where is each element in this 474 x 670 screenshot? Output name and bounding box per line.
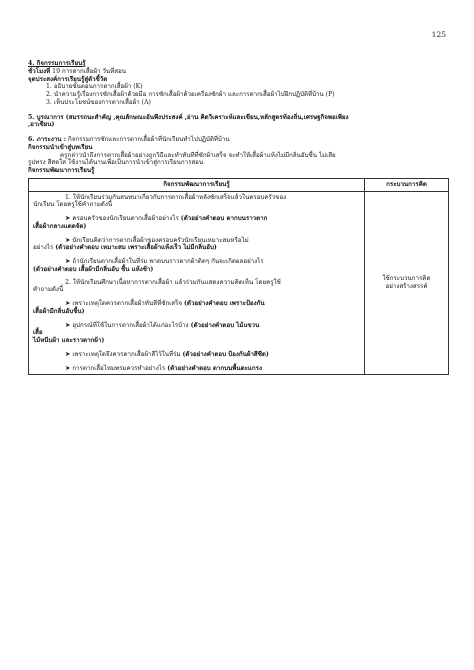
question-answer: (ตัวอย่างคำตอบ เสื้อผ้ามีกลิ่นอับ ชื้น แห้งช้า) [33, 265, 154, 273]
intro-heading: กิจกรรมนำเข้าสู่บทเรียน [28, 143, 93, 151]
activity-heading: 4. กิจกรรมการเรียนรู้ [28, 60, 86, 67]
question-item: ➤ นักเรียนคิดว่าการตากเสื้อผ้าของครอบครัวนักเรียนเหมาะสมหรือไม่ [65, 235, 249, 244]
activity-column-header: กิจกรรมพัฒนาการเรียนรู้ [29, 178, 365, 191]
question-item: ➤ ครอบครัวของนักเรียนตากเสื้อผ้าอย่างไร (ตัวอย่างคำตอบ ตากบนราวตาก [65, 214, 268, 222]
arrow-bullet-icon: ➤ [65, 363, 71, 372]
page-number: 125 [431, 30, 446, 39]
thinking-process-text: ใช้กระบวนการคิด [382, 275, 431, 283]
intro-paragraph: รูปทรง สีสดใส ใช้งานได้นานเพื่อเป็นการนำเข้าสู่การเรียนการสอน [28, 159, 204, 167]
thinking-column-header: กระบวนการคิด [365, 178, 449, 191]
time-label: ชั่วโมงที่ [28, 67, 51, 75]
paragraph-line: นักเรียน โดยครูใช้คำถามดังนี้ [33, 201, 113, 209]
question-answer: ไม้หนีบผ้า และราวตากผ้า) [33, 337, 105, 344]
objective-item: 2. นำความรู้เรื่องการซักเสื้อผ้าด้วยมือ การซักเสื้อผ้าด้วยเครื่องซักผ้า และการตากเสื้อผ้าไปฝึกปฏิบัติที่บ้าน (P) [46, 91, 335, 98]
arrow-bullet-icon: ➤ [65, 214, 71, 222]
objective-item: 3. เห็นประโยชน์ของการตากเสื้อผ้า (A) [46, 98, 151, 106]
paragraph-line: คำถามดังนี้ [33, 286, 64, 294]
time-line [28, 68, 448, 76]
integration-line: 5. บูรณาการ (สมรรถนะสำคัญ ,คุณลักษณะอันพึงประสงค์ ,อ่าน คิดวิเคราะห์และเขียน,หลักสูตรท้องถิ่น,เศรษฐกิจพอเพียง [28, 113, 349, 121]
homework-label: 6. ภาระงาน : [28, 136, 66, 143]
thinking-process-cell [365, 191, 449, 375]
question-item: ➤ อุปกรณ์ที่ใช้ในการตากเสื้อผ้าได้แก่อะไรบ้าง (ตัวอย่างคำตอบ ไม้แขวน [65, 320, 260, 329]
question-item: ➤ เพราะเหตุใดควรตากเสื้อผ้าทันทีที่ซักเสร็จ (ตัวอย่างคำตอบ เพราะป้องกัน [65, 299, 265, 307]
arrow-bullet-icon: ➤ [65, 299, 71, 307]
arrow-bullet-icon: ➤ [65, 320, 71, 329]
homework-line [28, 136, 448, 144]
table-header-row [29, 178, 449, 191]
lesson-content [28, 60, 448, 375]
question-answer: เสื้อ [33, 329, 43, 337]
paragraph-line: 1. ให้นักเรียนร่วมกันสนทนาเกี่ยวกับการตากเสื้อผ้าหลังซักเสร็จแล้วในครอบครัวของ [65, 193, 287, 201]
question-answer: เสื้อผ้ามีกลิ่นอับชื้น) [33, 307, 85, 315]
thinking-process-text: อย่างสร้างสรรค์ [385, 282, 428, 290]
arrow-bullet-icon: ➤ [65, 235, 71, 244]
objectives-heading: จุดประสงค์การเรียนรู้สู่ตัวชี้วัด [28, 75, 108, 83]
question-item: ➤ ถ้านักเรียนตากเสื้อผ้าในที่ร่ม พาดบนราวตากผ้าติดๆ กันจะเกิดผลอย่างไร [65, 257, 264, 265]
activity-cell [29, 191, 365, 375]
question-item: ➤ การตากเสื้อไหมพรมควรทำอย่างไร (ตัวอย่างคำตอบ ตากบนพื้นตะแกรง [65, 363, 263, 372]
homework-text: กิจกรรมการซักและการตากเสื้อผ้าที่นักเรียนทำไปปฏิบัติที่บ้าน [65, 136, 230, 143]
objective-item: 1. อธิบายขั้นตอนการตากเสื้อผ้า (K) [46, 83, 143, 91]
intro-paragraph: ครูกล่าวนำถึงการตากเสื้อผ้าอย่างถูกวิธีและทำทันทีที่ซักผ้าเสร็จ จะทำให้เสื้อผ้าแห้งไม่มีกลิ่นอับชื้น ไม่เสีย [60, 151, 336, 159]
paragraph-line: 2. ให้นักเรียนศึกษาเนื้อหาการตากเสื้อผ้า แล้วร่วมกันแสดงความคิดเห็น โดยครูใช้ [65, 278, 281, 286]
question-item: ➤ เพราะเหตุใดจึงควรตากเสื้อผ้าสีไว้ในที่ร่ม (ตัวอย่างคำตอบ ป้องกันผ้าสีซีด) [65, 349, 269, 358]
development-heading: กิจกรรมพัฒนาการเรียนรู้ [28, 167, 95, 174]
activity-table [28, 178, 449, 376]
question-answer: อย่างไร (ตัวอย่างคำตอบ เหมาะสม เพราะเสื้อผ้าแห้งเร็ว ไม่มีกลิ่นอับ) [33, 244, 217, 252]
integration-line: ,อาเซียน) [28, 121, 55, 129]
arrow-bullet-icon: ➤ [65, 257, 71, 265]
question-answer: เสื้อผ้ากลางแดดจัด) [33, 222, 87, 230]
time-value: 19 การตากเสื้อผ้า วันที่สอน [52, 67, 126, 75]
arrow-bullet-icon: ➤ [65, 349, 71, 358]
table-row [29, 191, 449, 375]
